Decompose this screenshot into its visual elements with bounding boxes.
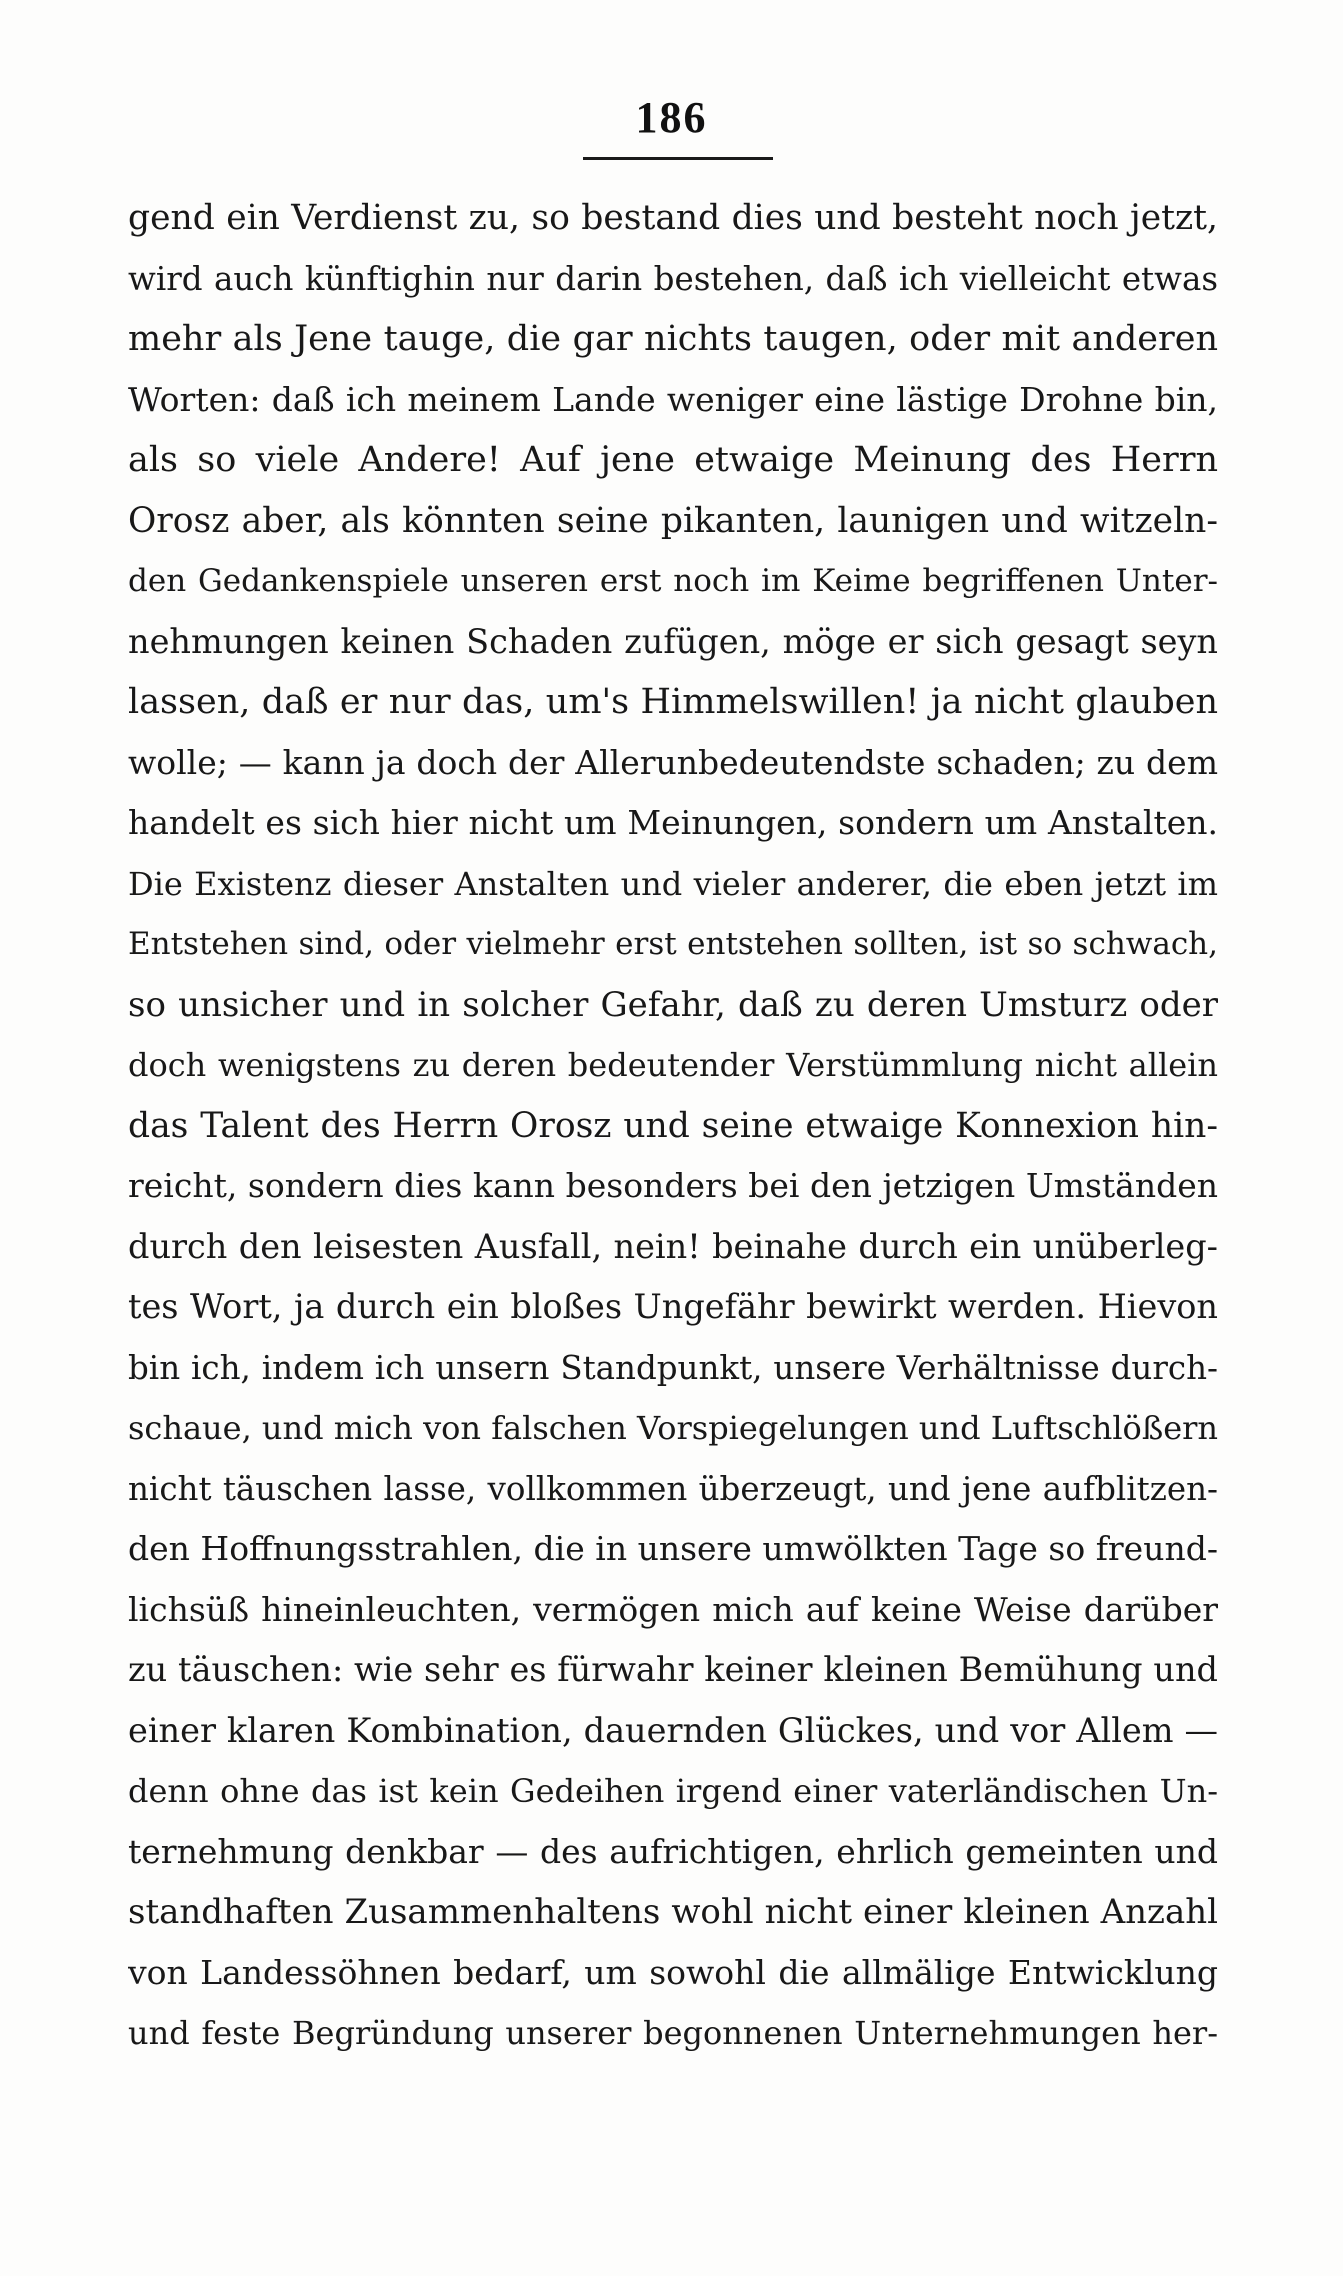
text-line: ternehmung denkbar — des aufrichtigen, ehrlich gemeinten und — [128, 1831, 1218, 1871]
text-line: Die Existenz dieser Anstalten und vieler anderer, die eben jetzt im — [128, 864, 1218, 903]
text-line: handelt es sich hier nicht um Meinungen, sondern um Anstalten. — [128, 803, 1218, 842]
text-line: schaue, und mich von falschen Vorspiegelungen und Luftschlößern — [128, 1409, 1218, 1447]
text-line: tes Wort, ja durch ein bloßes Ungefähr bewirkt werden. Hievon — [128, 1287, 1218, 1326]
body-text — [128, 188, 1218, 2064]
text-line: so unsicher und in solcher Gefahr, daß zu deren Umsturz oder — [128, 984, 1218, 1025]
text-line: nicht täuschen lasse, vollkommen überzeugt, und jene aufblitzen- — [128, 1469, 1218, 1508]
text-line: den Gedankenspiele unseren erst noch im Keime begriffenen Unter- — [128, 563, 1218, 599]
text-line: Entstehen sind, oder vielmehr erst entstehen sollten, ist so schwach, — [128, 926, 1218, 962]
text-line: das Talent des Herrn Orosz und seine etwaige Konnexion hin- — [128, 1105, 1218, 1146]
text-line: gend ein Verdienst zu, so bestand dies und besteht noch jetzt, — [128, 198, 1218, 238]
text-line: bin ich, indem ich unsern Standpunkt, unsere Verhältnisse durch- — [128, 1348, 1218, 1387]
text-line: den Hoffnungsstrahlen, die in unsere umwölkten Tage so freund- — [128, 1529, 1218, 1568]
text-line: lichsüß hineinleuchten, vermögen mich auf keine Weise darüber — [128, 1589, 1218, 1629]
text-line: lassen, daß er nur das, um's Himmelswillen! ja nicht glauben — [128, 682, 1218, 722]
text-line: reicht, sondern dies kann besonders bei den jetzigen Umständen — [128, 1166, 1218, 1205]
text-line: wird auch künftighin nur darin bestehen, daß ich vielleicht etwas — [128, 259, 1218, 298]
text-line: doch wenigstens zu deren bedeutender Verstümmlung nicht allein — [128, 1046, 1218, 1084]
text-line: als so viele Andere! Auf jene etwaige Meinung des Herrn — [128, 440, 1218, 480]
text-line: durch den leisesten Ausfall, nein! beinahe durch ein unüberleg- — [128, 1226, 1218, 1266]
text-line: einer klaren Kombination, dauernden Glückes, und vor Allem — — [128, 1710, 1218, 1750]
text-line: zu täuschen: wie sehr es fürwahr keiner kleinen Bemühung und — [128, 1650, 1218, 1689]
text-line: und feste Begründung unserer begonnenen Unternehmungen her- — [128, 2014, 1218, 2052]
text-line: standhaften Zusammenhaltens wohl nicht einer kleinen Anzahl — [128, 1892, 1218, 1932]
text-line: von Landessöhnen bedarf, um sowohl die allmälige Entwicklung — [128, 1952, 1218, 1992]
text-line: wolle; — kann ja doch der Allerunbedeutendste schaden; zu dem — [128, 742, 1218, 782]
text-line: nehmungen keinen Schaden zufügen, möge er sich gesagt seyn — [128, 621, 1218, 661]
text-line: denn ohne das ist kein Gedeihen irgend einer vaterländischen Un- — [128, 1772, 1218, 1810]
text-line: mehr als Jene tauge, die gar nichts taugen, oder mit anderen — [128, 319, 1218, 359]
page-number: 186 — [635, 93, 708, 142]
text-line: Worten: daß ich meinem Lande weniger eine lästige Drohne bin, — [128, 379, 1218, 419]
text-line: Orosz aber, als könnten seine pikanten, launigen und witzeln- — [128, 500, 1218, 541]
page-number-rule — [583, 157, 773, 160]
